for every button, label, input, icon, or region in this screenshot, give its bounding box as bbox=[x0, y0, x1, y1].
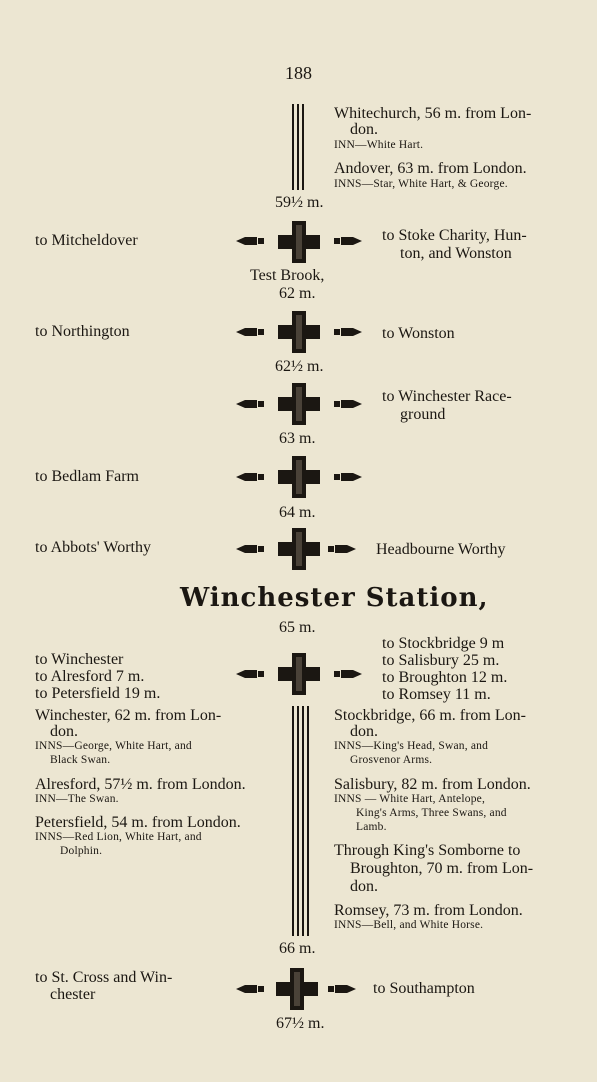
junction-left-label: to Bedlam Farm bbox=[35, 468, 139, 485]
station-title: Winchester Station, bbox=[180, 583, 489, 613]
whitechurch-text-cont: don. bbox=[350, 121, 378, 138]
junction-left-label: to St. Cross and Win- bbox=[35, 969, 173, 986]
salisbury-text: Salisbury, 82 m. from London. bbox=[334, 776, 531, 793]
through-text-cont: don. bbox=[350, 878, 378, 895]
junction-right-label: to Stockbridge 9 m bbox=[382, 635, 505, 652]
railway-crossing-icon bbox=[278, 528, 320, 570]
pointing-hand-left-icon bbox=[235, 234, 265, 248]
pointing-hand-left-icon bbox=[235, 397, 265, 411]
pointing-hand-right-icon bbox=[327, 542, 357, 556]
junction-right-label: to Salisbury 25 m. bbox=[382, 652, 500, 669]
stockbridge-inns-cont: Grosvenor Arms. bbox=[350, 754, 433, 766]
junction-left-label: to Abbots' Worthy bbox=[35, 539, 151, 556]
whitechurch-inn: INN—White Hart. bbox=[334, 139, 424, 151]
mile-marker: 62 m. bbox=[279, 285, 316, 302]
railway-crossing-icon bbox=[278, 456, 320, 498]
railway-line-top bbox=[292, 104, 304, 190]
mile-marker: 62½ m. bbox=[275, 358, 324, 375]
pointing-hand-left-icon bbox=[235, 982, 265, 996]
junction-right-label: to Broughton 12 m. bbox=[382, 669, 508, 686]
railway-crossing-icon bbox=[278, 653, 320, 695]
pointing-hand-right-icon bbox=[333, 325, 363, 339]
winchester-text-cont: don. bbox=[50, 723, 78, 740]
railway-line-lower bbox=[292, 706, 309, 936]
test-brook-label: Test Brook, bbox=[250, 267, 325, 284]
junction-right-label-cont: ton, and Wonston bbox=[400, 245, 512, 262]
railway-crossing-icon bbox=[276, 968, 318, 1010]
pointing-hand-left-icon bbox=[235, 667, 265, 681]
mile-marker: 65 m. bbox=[279, 619, 316, 636]
mile-marker: 59½ m. bbox=[275, 194, 324, 211]
junction-right-label: to Southampton bbox=[373, 980, 475, 997]
romsey-inns: INNS—Bell, and White Horse. bbox=[334, 919, 484, 931]
railway-crossing-icon bbox=[278, 311, 320, 353]
railway-crossing-icon bbox=[278, 383, 320, 425]
junction-left-label: to Alresford 7 m. bbox=[35, 668, 145, 685]
winchester-inns-cont: Black Swan. bbox=[50, 754, 111, 766]
petersfield-inns: INNS—Red Lion, White Hart, and bbox=[35, 831, 202, 843]
salisbury-inns-cont: King's Arms, Three Swans, and bbox=[356, 807, 507, 819]
pointing-hand-left-icon bbox=[235, 470, 265, 484]
through-text: Through King's Somborne to bbox=[334, 842, 521, 859]
pointing-hand-right-icon bbox=[333, 397, 363, 411]
pointing-hand-right-icon bbox=[327, 982, 357, 996]
salisbury-inns-cont: Lamb. bbox=[356, 821, 387, 833]
junction-right-label: Headbourne Worthy bbox=[376, 541, 506, 558]
andover-inns: INNS—Star, White Hart, & George. bbox=[334, 178, 508, 190]
pointing-hand-right-icon bbox=[333, 667, 363, 681]
pointing-hand-left-icon bbox=[235, 325, 265, 339]
pointing-hand-right-icon bbox=[333, 234, 363, 248]
junction-right-label: to Stoke Charity, Hun- bbox=[382, 227, 527, 244]
junction-left-label: to Winchester bbox=[35, 651, 124, 668]
winchester-text: Winchester, 62 m. from Lon- bbox=[35, 707, 222, 724]
romsey-text: Romsey, 73 m. from London. bbox=[334, 902, 523, 919]
stockbridge-text: Stockbridge, 66 m. from Lon- bbox=[334, 707, 526, 724]
salisbury-inns: INNS — White Hart, Antelope, bbox=[334, 793, 486, 805]
junction-left-label: to Petersfield 19 m. bbox=[35, 685, 161, 702]
stockbridge-text-cont: don. bbox=[350, 723, 378, 740]
alresford-inn: INN—The Swan. bbox=[35, 793, 119, 805]
junction-left-label: to Mitcheldover bbox=[35, 232, 138, 249]
junction-right-label-cont: ground bbox=[400, 406, 446, 423]
junction-right-label: to Romsey 11 m. bbox=[382, 686, 491, 703]
andover-text: Andover, 63 m. from London. bbox=[334, 160, 527, 177]
junction-right-label: to Wonston bbox=[382, 325, 455, 342]
mile-marker: 63 m. bbox=[279, 430, 316, 447]
page-number: 188 bbox=[285, 63, 312, 83]
pointing-hand-left-icon bbox=[235, 542, 265, 556]
petersfield-text: Petersfield, 54 m. from London. bbox=[35, 814, 241, 831]
through-text-cont: Broughton, 70 m. from Lon- bbox=[350, 860, 534, 877]
winchester-inns: INNS—George, White Hart, and bbox=[35, 740, 192, 752]
mile-marker: 67½ m. bbox=[276, 1015, 325, 1032]
stockbridge-inns: INNS—King's Head, Swan, and bbox=[334, 740, 489, 752]
junction-left-label-cont: chester bbox=[50, 986, 96, 1003]
mile-marker: 64 m. bbox=[279, 504, 316, 521]
mile-marker: 66 m. bbox=[279, 940, 316, 957]
pointing-hand-right-icon bbox=[333, 470, 363, 484]
junction-left-label: to Northington bbox=[35, 323, 130, 340]
whitechurch-text: Whitechurch, 56 m. from Lon- bbox=[334, 105, 532, 122]
junction-right-label: to Winchester Race- bbox=[382, 388, 512, 405]
petersfield-inns-cont: Dolphin. bbox=[60, 845, 103, 857]
railway-crossing-icon bbox=[278, 221, 320, 263]
alresford-text: Alresford, 57½ m. from London. bbox=[35, 776, 246, 793]
